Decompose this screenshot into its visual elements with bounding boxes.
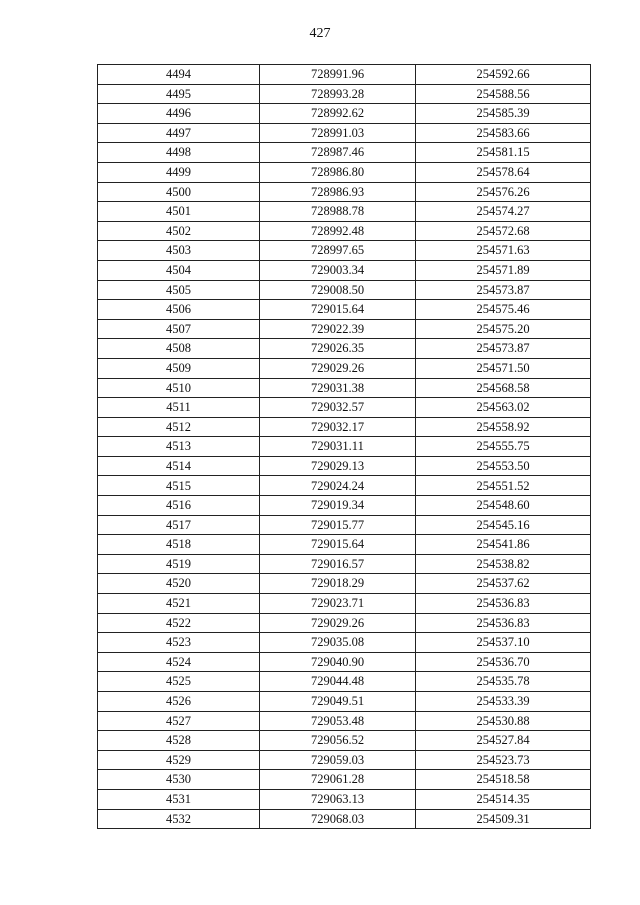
y-coordinate-cell: 254551.52 xyxy=(416,476,591,496)
y-coordinate-cell: 254571.63 xyxy=(416,241,591,261)
table-row xyxy=(98,652,591,672)
x-coordinate-cell: 729053.48 xyxy=(260,711,416,731)
table-row xyxy=(98,319,591,339)
x-coordinate-cell: 729040.90 xyxy=(260,652,416,672)
x-coordinate-cell: 729018.29 xyxy=(260,574,416,594)
point-number-cell: 4512 xyxy=(98,417,260,437)
y-coordinate-cell: 254518.58 xyxy=(416,770,591,790)
coordinates-table-body xyxy=(98,65,591,829)
x-coordinate-cell: 729049.51 xyxy=(260,692,416,712)
x-coordinate-cell: 729029.13 xyxy=(260,456,416,476)
point-number-cell: 4502 xyxy=(98,221,260,241)
table-row xyxy=(98,809,591,829)
table-row xyxy=(98,300,591,320)
x-coordinate-cell: 729032.17 xyxy=(260,417,416,437)
x-coordinate-cell: 729029.26 xyxy=(260,358,416,378)
table-row xyxy=(98,123,591,143)
x-coordinate-cell: 729031.11 xyxy=(260,437,416,457)
x-coordinate-cell: 729024.24 xyxy=(260,476,416,496)
table-row xyxy=(98,672,591,692)
x-coordinate-cell: 729044.48 xyxy=(260,672,416,692)
x-coordinate-cell: 729059.03 xyxy=(260,750,416,770)
x-coordinate-cell: 728987.46 xyxy=(260,143,416,163)
y-coordinate-cell: 254558.92 xyxy=(416,417,591,437)
point-number-cell: 4498 xyxy=(98,143,260,163)
page-number: 427 xyxy=(309,26,331,41)
table-row xyxy=(98,476,591,496)
point-number-cell: 4513 xyxy=(98,437,260,457)
y-coordinate-cell: 254575.20 xyxy=(416,319,591,339)
table-row xyxy=(98,143,591,163)
point-number-cell: 4503 xyxy=(98,241,260,261)
point-number-cell: 4514 xyxy=(98,456,260,476)
y-coordinate-cell: 254536.83 xyxy=(416,594,591,614)
x-coordinate-cell: 729023.71 xyxy=(260,594,416,614)
point-number-cell: 4519 xyxy=(98,554,260,574)
table-row xyxy=(98,104,591,124)
table-row xyxy=(98,711,591,731)
y-coordinate-cell: 254576.26 xyxy=(416,182,591,202)
y-coordinate-cell: 254571.50 xyxy=(416,358,591,378)
x-coordinate-cell: 728986.80 xyxy=(260,162,416,182)
x-coordinate-cell: 728986.93 xyxy=(260,182,416,202)
point-number-cell: 4506 xyxy=(98,300,260,320)
point-number-cell: 4522 xyxy=(98,613,260,633)
y-coordinate-cell: 254537.62 xyxy=(416,574,591,594)
table-row xyxy=(98,515,591,535)
table-row xyxy=(98,437,591,457)
x-coordinate-cell: 729026.35 xyxy=(260,339,416,359)
point-number-cell: 4511 xyxy=(98,398,260,418)
y-coordinate-cell: 254555.75 xyxy=(416,437,591,457)
x-coordinate-cell: 729031.38 xyxy=(260,378,416,398)
table-row xyxy=(98,280,591,300)
point-number-cell: 4495 xyxy=(98,84,260,104)
y-coordinate-cell: 254553.50 xyxy=(416,456,591,476)
x-coordinate-cell: 728992.48 xyxy=(260,221,416,241)
table-row xyxy=(98,339,591,359)
table-row xyxy=(98,594,591,614)
table-row xyxy=(98,456,591,476)
y-coordinate-cell: 254527.84 xyxy=(416,731,591,751)
table-row xyxy=(98,535,591,555)
y-coordinate-cell: 254571.89 xyxy=(416,260,591,280)
table-row xyxy=(98,182,591,202)
table-row xyxy=(98,789,591,809)
point-number-cell: 4530 xyxy=(98,770,260,790)
table-row xyxy=(98,613,591,633)
point-number-cell: 4521 xyxy=(98,594,260,614)
table-row xyxy=(98,241,591,261)
y-coordinate-cell: 254588.56 xyxy=(416,84,591,104)
point-number-cell: 4532 xyxy=(98,809,260,829)
point-number-cell: 4510 xyxy=(98,378,260,398)
table-row xyxy=(98,731,591,751)
point-number-cell: 4507 xyxy=(98,319,260,339)
point-number-cell: 4494 xyxy=(98,65,260,85)
y-coordinate-cell: 254536.83 xyxy=(416,613,591,633)
y-coordinate-cell: 254583.66 xyxy=(416,123,591,143)
point-number-cell: 4504 xyxy=(98,260,260,280)
x-coordinate-cell: 729016.57 xyxy=(260,554,416,574)
point-number-cell: 4499 xyxy=(98,162,260,182)
table-row xyxy=(98,202,591,222)
y-coordinate-cell: 254573.87 xyxy=(416,280,591,300)
x-coordinate-cell: 729015.77 xyxy=(260,515,416,535)
y-coordinate-cell: 254581.15 xyxy=(416,143,591,163)
y-coordinate-cell: 254535.78 xyxy=(416,672,591,692)
y-coordinate-cell: 254530.88 xyxy=(416,711,591,731)
table-row xyxy=(98,358,591,378)
x-coordinate-cell: 729008.50 xyxy=(260,280,416,300)
x-coordinate-cell: 728997.65 xyxy=(260,241,416,261)
x-coordinate-cell: 729019.34 xyxy=(260,496,416,516)
coordinates-table xyxy=(97,64,591,829)
table-row xyxy=(98,554,591,574)
table-row xyxy=(98,162,591,182)
table-row xyxy=(98,770,591,790)
point-number-cell: 4508 xyxy=(98,339,260,359)
point-number-cell: 4518 xyxy=(98,535,260,555)
point-number-cell: 4516 xyxy=(98,496,260,516)
x-coordinate-cell: 728991.96 xyxy=(260,65,416,85)
x-coordinate-cell: 729029.26 xyxy=(260,613,416,633)
point-number-cell: 4517 xyxy=(98,515,260,535)
y-coordinate-cell: 254572.68 xyxy=(416,221,591,241)
point-number-cell: 4523 xyxy=(98,633,260,653)
table-row xyxy=(98,65,591,85)
y-coordinate-cell: 254585.39 xyxy=(416,104,591,124)
point-number-cell: 4520 xyxy=(98,574,260,594)
point-number-cell: 4515 xyxy=(98,476,260,496)
table-row xyxy=(98,84,591,104)
x-coordinate-cell: 728988.78 xyxy=(260,202,416,222)
y-coordinate-cell: 254563.02 xyxy=(416,398,591,418)
x-coordinate-cell: 729035.08 xyxy=(260,633,416,653)
x-coordinate-cell: 729068.03 xyxy=(260,809,416,829)
table-row xyxy=(98,496,591,516)
point-number-cell: 4524 xyxy=(98,652,260,672)
point-number-cell: 4531 xyxy=(98,789,260,809)
point-number-cell: 4505 xyxy=(98,280,260,300)
y-coordinate-cell: 254537.10 xyxy=(416,633,591,653)
point-number-cell: 4525 xyxy=(98,672,260,692)
table-row xyxy=(98,260,591,280)
y-coordinate-cell: 254541.86 xyxy=(416,535,591,555)
x-coordinate-cell: 729032.57 xyxy=(260,398,416,418)
point-number-cell: 4527 xyxy=(98,711,260,731)
y-coordinate-cell: 254574.27 xyxy=(416,202,591,222)
table-row xyxy=(98,417,591,437)
point-number-cell: 4529 xyxy=(98,750,260,770)
point-number-cell: 4528 xyxy=(98,731,260,751)
y-coordinate-cell: 254548.60 xyxy=(416,496,591,516)
y-coordinate-cell: 254514.35 xyxy=(416,789,591,809)
x-coordinate-cell: 729015.64 xyxy=(260,535,416,555)
point-number-cell: 4526 xyxy=(98,692,260,712)
y-coordinate-cell: 254545.16 xyxy=(416,515,591,535)
point-number-cell: 4496 xyxy=(98,104,260,124)
y-coordinate-cell: 254575.46 xyxy=(416,300,591,320)
x-coordinate-cell: 728991.03 xyxy=(260,123,416,143)
y-coordinate-cell: 254523.73 xyxy=(416,750,591,770)
point-number-cell: 4501 xyxy=(98,202,260,222)
point-number-cell: 4497 xyxy=(98,123,260,143)
point-number-cell: 4500 xyxy=(98,182,260,202)
y-coordinate-cell: 254538.82 xyxy=(416,554,591,574)
y-coordinate-cell: 254536.70 xyxy=(416,652,591,672)
table-row xyxy=(98,574,591,594)
y-coordinate-cell: 254509.31 xyxy=(416,809,591,829)
y-coordinate-cell: 254573.87 xyxy=(416,339,591,359)
x-coordinate-cell: 729061.28 xyxy=(260,770,416,790)
point-number-cell: 4509 xyxy=(98,358,260,378)
table-row xyxy=(98,750,591,770)
y-coordinate-cell: 254533.39 xyxy=(416,692,591,712)
table-row xyxy=(98,633,591,653)
x-coordinate-cell: 729003.34 xyxy=(260,260,416,280)
x-coordinate-cell: 729056.52 xyxy=(260,731,416,751)
table-row xyxy=(98,398,591,418)
x-coordinate-cell: 728993.28 xyxy=(260,84,416,104)
y-coordinate-cell: 254592.66 xyxy=(416,65,591,85)
y-coordinate-cell: 254568.58 xyxy=(416,378,591,398)
table-row xyxy=(98,378,591,398)
x-coordinate-cell: 729015.64 xyxy=(260,300,416,320)
table-row xyxy=(98,221,591,241)
table-row xyxy=(98,692,591,712)
y-coordinate-cell: 254578.64 xyxy=(416,162,591,182)
x-coordinate-cell: 728992.62 xyxy=(260,104,416,124)
x-coordinate-cell: 729063.13 xyxy=(260,789,416,809)
x-coordinate-cell: 729022.39 xyxy=(260,319,416,339)
